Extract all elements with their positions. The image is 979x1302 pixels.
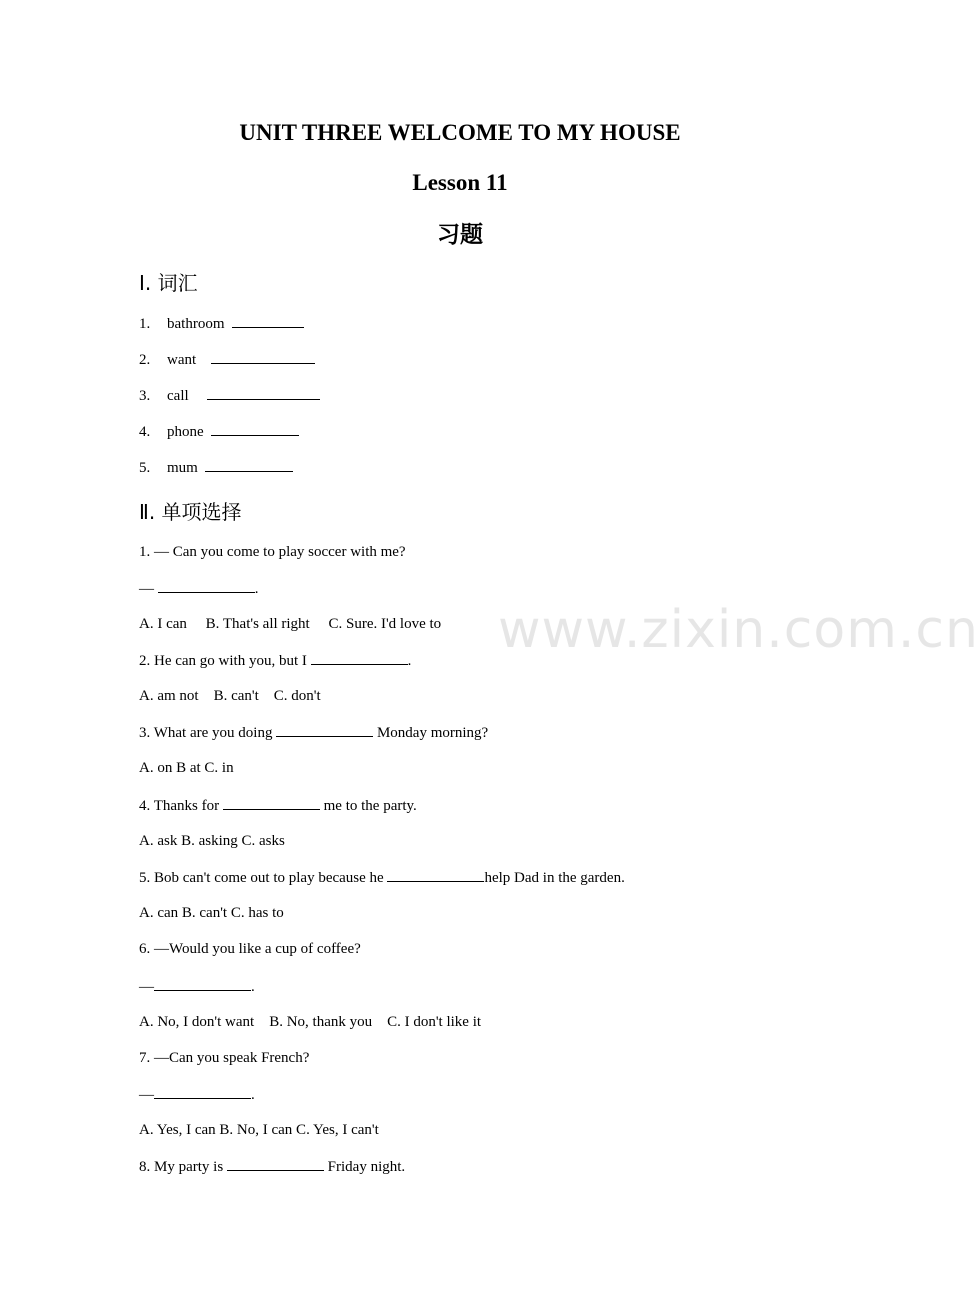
question-3 [139, 722, 488, 743]
question-2 [139, 650, 411, 671]
question-5-options: A. can B. can't C. has to [139, 905, 284, 921]
vocabulary-heading: Ⅰ. 词汇 [139, 271, 198, 295]
vocab-number: 4. [139, 424, 151, 440]
question-7-stem: 7. —Can you speak French? [139, 1050, 310, 1066]
reply-dash: — [139, 979, 154, 995]
site-watermark: www.zixin.com.cn [498, 600, 979, 660]
vocab-number: 3. [139, 388, 151, 404]
question-text: Friday night. [323, 1159, 406, 1175]
answer-blank[interactable] [207, 385, 320, 400]
question-4-options: A. ask B. asking C. asks [139, 833, 285, 849]
vocab-item [139, 349, 315, 370]
question-1-options: A. I can B. That's all right C. Sure. I'd love to [139, 616, 442, 632]
question-text: . [407, 653, 412, 669]
question-text: Monday morning? [373, 725, 489, 741]
question-text: help Dad in the garden. [484, 870, 625, 886]
question-text: 5. Bob can't come out to play because he [139, 870, 388, 886]
vocab-number: 2. [139, 352, 151, 368]
question-7-reply [139, 1084, 255, 1105]
vocab-word: phone [167, 424, 204, 440]
question-8 [139, 1156, 405, 1177]
answer-blank[interactable] [154, 976, 251, 991]
answer-blank[interactable] [205, 457, 293, 472]
question-5 [139, 867, 625, 888]
question-6-reply [139, 976, 255, 997]
vocab-word: bathroom [167, 316, 225, 332]
vocab-number: 1. [139, 316, 151, 332]
vocab-item [139, 313, 304, 334]
vocab-word: call [167, 388, 189, 404]
vocab-item [139, 385, 320, 406]
answer-blank[interactable] [387, 867, 484, 882]
question-text: 8. My party is [139, 1159, 227, 1175]
question-6-stem: 6. —Would you like a cup of coffee? [139, 941, 361, 957]
reply-dash: — [139, 581, 158, 597]
vocab-number: 5. [139, 460, 151, 476]
question-6-options: A. No, I don't want B. No, thank you C. I don't like it [139, 1014, 482, 1030]
question-1-stem: 1. — Can you come to play soccer with me? [139, 544, 406, 560]
question-2-options: A. am not B. can't C. don't [139, 688, 321, 704]
question-text: 2. He can go with you, but I [139, 653, 311, 669]
reply-period: . [254, 581, 259, 597]
exercise-subtitle: 习题 [437, 222, 483, 248]
vocab-item [139, 421, 299, 442]
question-text: 3. What are you doing [139, 725, 277, 741]
answer-blank[interactable] [211, 421, 299, 436]
question-1-reply [139, 578, 259, 599]
question-7-options: A. Yes, I can B. No, I can C. Yes, I can't [139, 1122, 379, 1138]
answer-blank[interactable] [276, 722, 373, 737]
vocab-word: mum [167, 460, 198, 476]
answer-blank[interactable] [211, 349, 315, 364]
question-text: me to the party. [319, 798, 417, 814]
question-4 [139, 795, 417, 816]
question-text: 4. Thanks for [139, 798, 223, 814]
vocab-item [139, 457, 293, 478]
vocab-word: want [167, 352, 197, 368]
answer-blank[interactable] [154, 1084, 251, 1099]
answer-blank[interactable] [223, 795, 320, 810]
unit-title: UNIT THREE WELCOME TO MY HOUSE [239, 120, 681, 145]
reply-period: . [251, 979, 255, 995]
answer-blank[interactable] [227, 1156, 324, 1171]
multiple-choice-heading: Ⅱ. 单项选择 [139, 500, 242, 524]
answer-blank[interactable] [311, 650, 408, 665]
lesson-title: Lesson 11 [412, 170, 508, 195]
question-3-options: A. on B at C. in [139, 760, 234, 776]
reply-period: . [251, 1087, 255, 1103]
answer-blank[interactable] [158, 578, 255, 593]
answer-blank[interactable] [232, 313, 304, 328]
reply-dash: — [139, 1087, 154, 1103]
